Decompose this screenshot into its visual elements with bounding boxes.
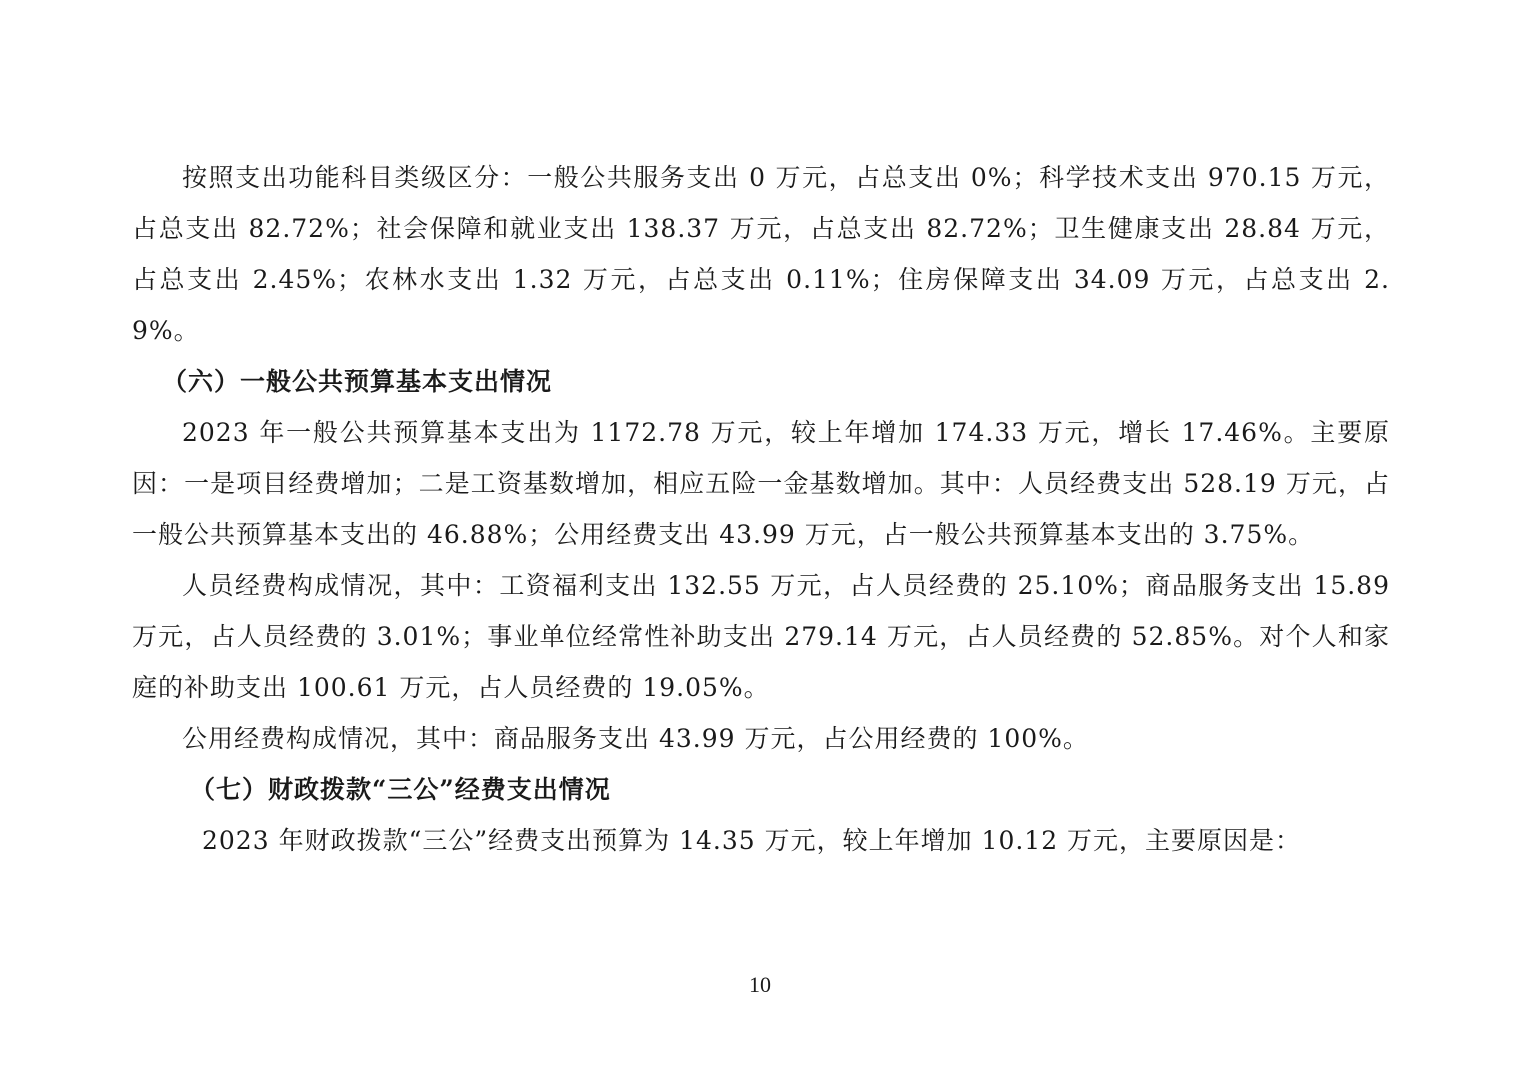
- section-heading-7: （七）财政拨款“三公”经费支出情况: [190, 775, 611, 804]
- paragraph-personnel-expenses: 人员经费构成情况，其中：工资福利支出 132.55 万元，占人员经费的 25.10%；商品服务支出 15.89 万元，占人员经费的 3.01%；事业单位经常性补助支出 279.14 万元，占人员经费的 52.85%。对个人和家庭的补助支出 100.61 万元，占人员经费的 19.05%。: [132, 571, 1390, 702]
- paragraph-three-public-expenses: 2023 年财政拨款“三公”经费支出预算为 14.35 万元，较上年增加 10.12 万元，主要原因是：: [202, 826, 1302, 855]
- section-heading-6: （六）一般公共预算基本支出情况: [162, 367, 553, 396]
- paragraph-expenditure-by-function: 按照支出功能科目类级区分：一般公共服务支出 0 万元，占总支出 0%；科学技术支出 970.15 万元，占总支出 82.72%；社会保障和就业支出 138.37 万元，占总支出 82.72%；卫生健康支出 28.84 万元，占总支出 2.45%；农林水支出 1.32 万元，占总支出 0.11%；住房保障支出 34.09 万元，占总支出 2.9%。: [132, 163, 1390, 345]
- page-number: 10: [749, 972, 771, 997]
- paragraph-public-expenses: 公用经费构成情况，其中：商品服务支出 43.99 万元，占公用经费的 100%。: [182, 724, 1089, 753]
- paragraph-basic-expenditure: 2023 年一般公共预算基本支出为 1172.78 万元，较上年增加 174.33 万元，增长 17.46%。主要原因：一是项目经费增加；二是工资基数增加，相应五险一金基数增加。其中：人员经费支出 528.19 万元，占一般公共预算基本支出的 46.88%；公用经费支出 43.99 万元，占一般公共预算基本支出的 3.75%。: [132, 418, 1390, 549]
- document-body: [132, 152, 1390, 866]
